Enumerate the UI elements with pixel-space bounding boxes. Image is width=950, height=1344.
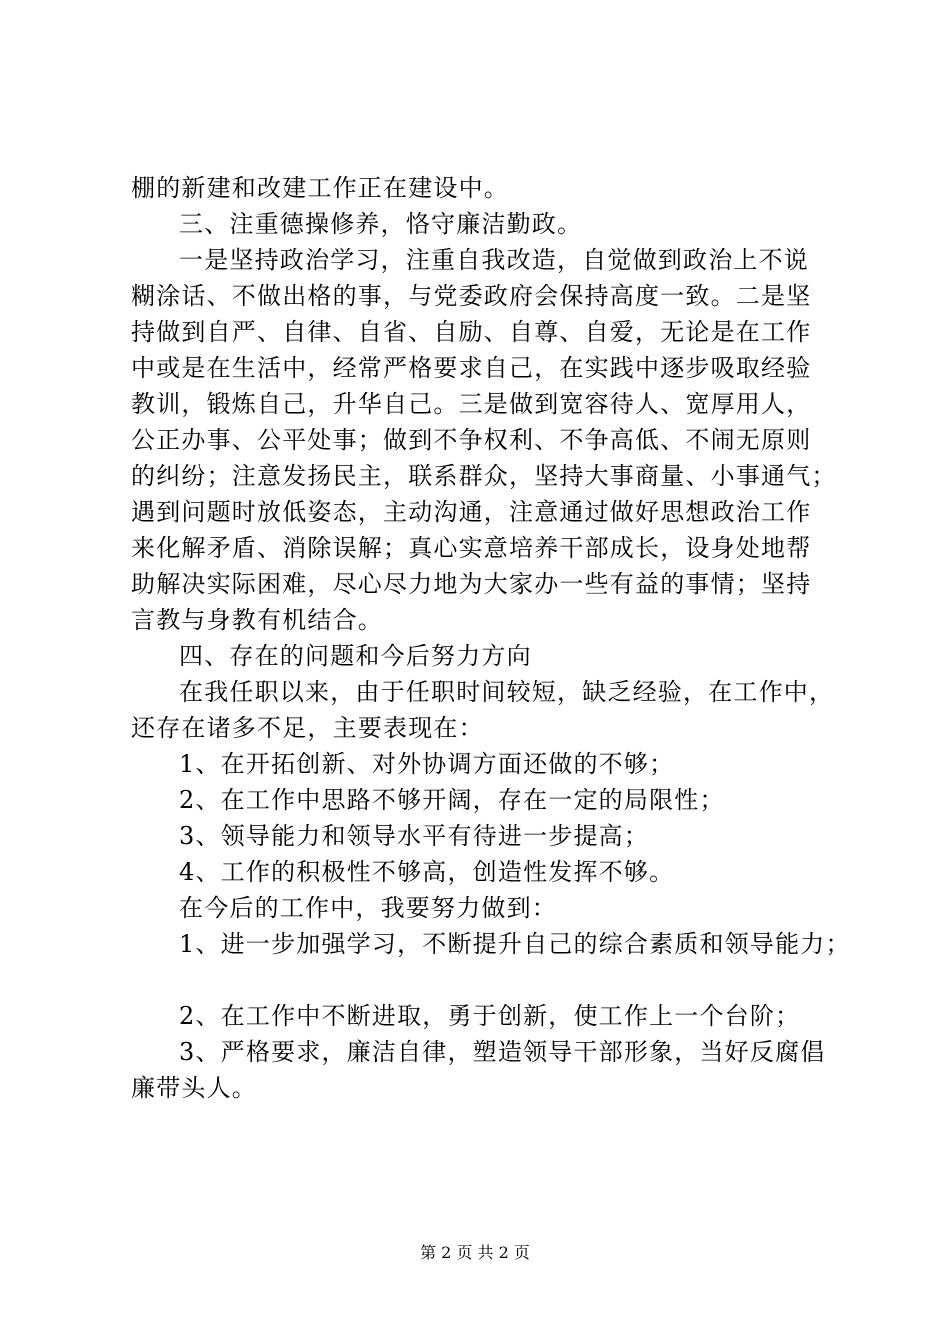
text-line: 在今后的工作中，我要努力做到： [179,894,557,922]
text-line: 在我任职以来，由于任职时间较短，缺乏经验，在工作中， [179,678,835,706]
text-line: 来化解矛盾、消除误解；真心实意培养干部成长，设身处地帮 [131,534,812,562]
text-line: 中或是在生活中，经常严格要求自己，在实践中逐步吸取经验 [131,354,812,382]
document-body [131,170,851,1106]
text-line: 四、存在的问题和今后努力方向 [179,642,532,670]
text-line: 言教与身教有机结合。 [131,606,383,634]
text-line: 廉带头人。 [131,1074,257,1102]
text-line: 遇到问题时放低姿态，主动沟通，注意通过做好思想政治工作 [131,498,812,526]
text-line: 1、在开拓创新、对外协调方面还做的不够； [179,750,675,778]
blank-line [131,962,851,998]
text-line: 棚的新建和改建工作正在建设中。 [131,174,509,202]
text-line: 助解决实际困难，尽心尽力地为大家办一些有益的事情；坚持 [131,570,812,598]
text-line: 的纠纷；注意发扬民主，联系群众，坚持大事商量、小事通气； [131,462,837,490]
text-line: 3、领导能力和领导水平有待进一步提高； [179,822,650,850]
text-line: 教训，锻炼自己，升华自己。三是做到宽容待人、宽厚用人， [131,390,812,418]
text-line: 三、注重德操修养，恪守廉洁勤政。 [179,210,583,238]
text-line: 公正办事、公平处事；做到不争权利、不争高低、不闹无原则 [131,426,812,454]
text-line: 1、进一步加强学习，不断提升自己的综合素质和领导能力； [179,930,851,958]
text-line: 4、工作的积极性不够高，创造性发挥不够。 [179,858,675,886]
text-line: 还存在诸多不足，主要表现在： [131,714,484,742]
text-line: 一是坚持政治学习，注重自我改造，自觉做到政治上不说 [179,246,809,274]
text-line: 糊涂话、不做出格的事，与党委政府会保持高度一致。二是坚 [131,282,812,310]
text-line: 2、在工作中不断进取，勇于创新，使工作上一个台阶； [179,1002,801,1030]
page-footer: 第 2 页 共 2 页 [420,1243,530,1262]
text-line: 2、在工作中思路不够开阔，存在一定的局限性； [179,786,725,814]
text-line: 3、严格要求，廉洁自律，塑造领导干部形象，当好反腐倡 [179,1038,826,1066]
text-line: 持做到自严、自律、自省、自励、自尊、自爱，无论是在工作 [131,318,812,346]
